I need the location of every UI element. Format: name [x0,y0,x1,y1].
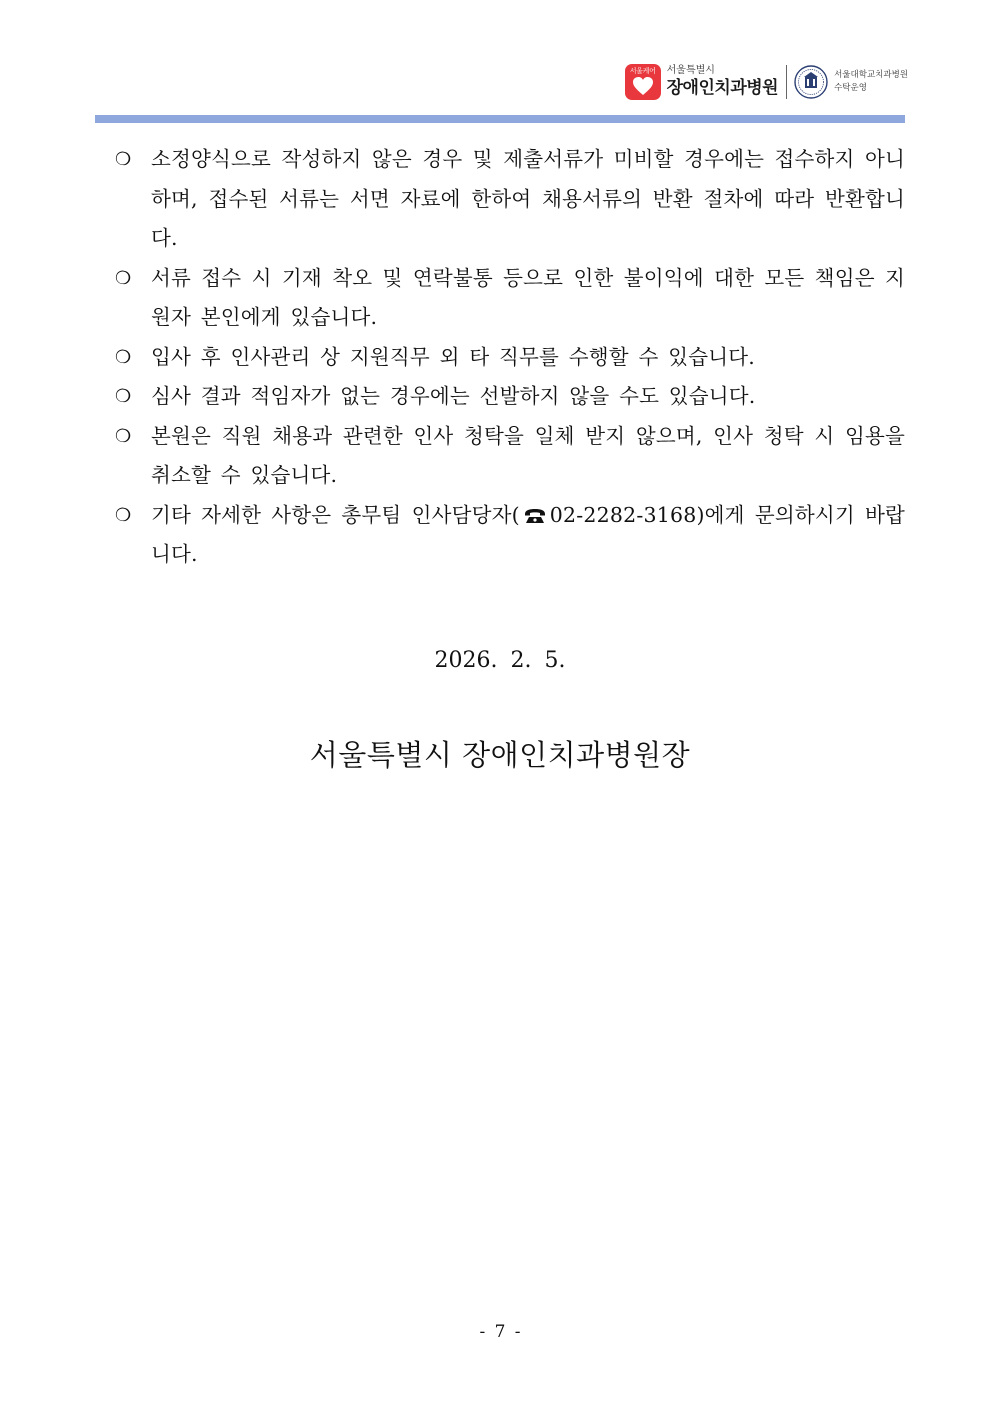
seoul-care-logo [625,64,661,100]
notice-list [115,140,905,575]
header-divider [786,65,787,99]
bullet-icon: ❍ [115,267,132,289]
notice-item [115,140,905,259]
header-bar [95,115,905,123]
notice-text: 본원은 직원 채용과 관련한 인사 청탁을 일체 받지 않으며, 인사 청탁 시 임용을 취소할 수 있습니다. [151,423,905,487]
hospital-city: 서울특별시 [666,65,715,76]
bullet-icon: ❍ [115,346,132,368]
page-header [625,60,908,104]
notice-item [115,338,905,378]
notice-text: 입사 후 인사관리 상 지원직무 외 타 직무를 수행할 수 있습니다. [151,344,755,369]
contact-text-before: 기타 자세한 사항은 총무팀 인사담당자( [151,502,520,527]
snu-emblem-icon [794,65,828,99]
contact-phone: 02-2282-3168 [549,502,697,527]
issuer-signature: 서울특별시 장애인치과병원장 [309,738,691,772]
bullet-icon: ❍ [115,504,132,526]
announcement-date: 2026. 2. 5. [434,648,566,673]
page-number: - 7 - [479,1322,521,1342]
phone-icon [524,508,546,524]
notice-item [115,496,905,575]
contact-text-after: )에게 문의하시기 바랍니다. [151,502,905,566]
partner-text [834,69,908,95]
notice-text: 소정양식으로 작성하지 않은 경우 및 제출서류가 미비할 경우에는 접수하지 아니하며, 접수된 서류는 서면 자료에 한하여 채용서류의 반환 절차에 따라 반환합니다. [151,147,905,250]
notice-item [115,259,905,338]
bullet-icon: ❍ [115,386,132,407]
hospital-name: 장애인치과병원 [666,78,779,98]
notice-item [115,417,905,496]
care-badge-text: 서울케어 [629,67,656,75]
notice-contact-text [151,496,905,575]
heart-icon [632,76,654,96]
partner-role: 수탁운영 [834,83,867,93]
notice-item [115,377,905,417]
hospital-logo-text [667,65,778,99]
bullet-icon: ❍ [115,425,132,447]
partner-name: 서울대학교치과병원 [834,70,908,80]
bullet-icon: ❍ [115,149,132,170]
notice-text: 심사 결과 적임자가 없는 경우에는 선발하지 않을 수도 있습니다. [151,384,756,408]
notice-text: 서류 접수 시 기재 착오 및 연락불통 등으로 인한 불이익에 대한 모든 책임은 지원자 본인에게 있습니다. [151,265,905,329]
